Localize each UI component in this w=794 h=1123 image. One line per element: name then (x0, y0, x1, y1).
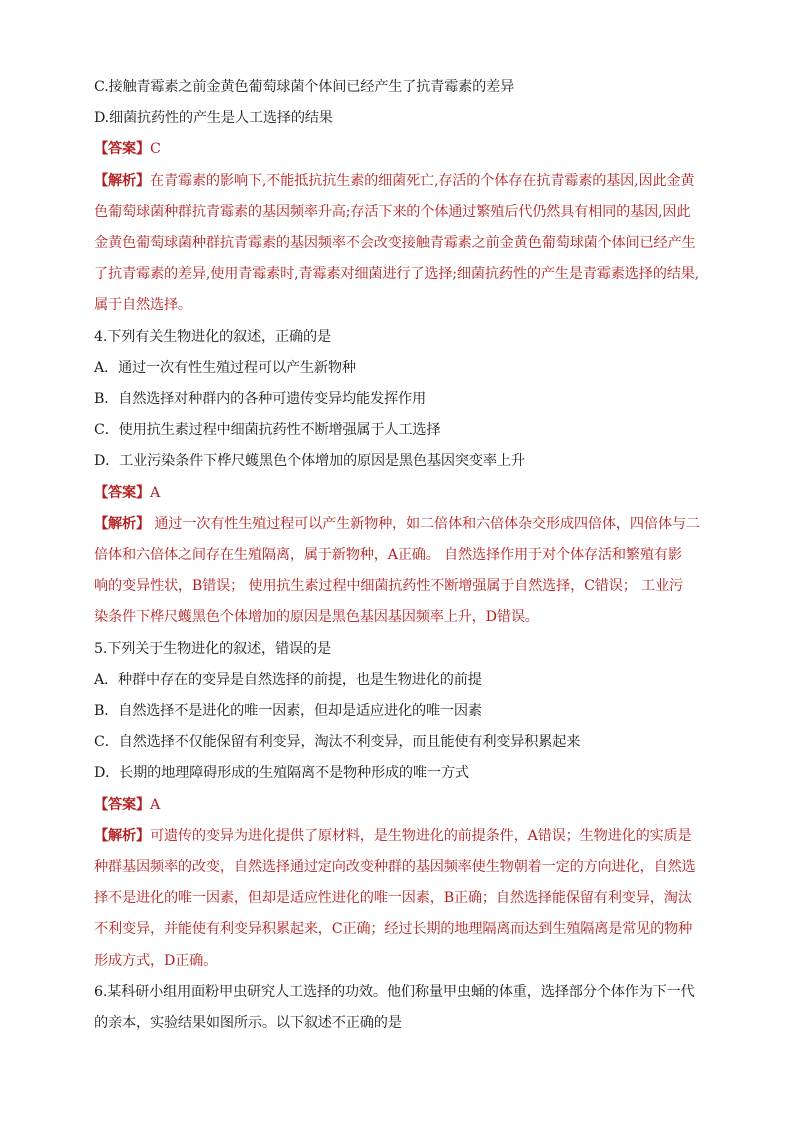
q5-stem: 5.下列关于生物进化的叙述，错误的是 (94, 640, 331, 657)
answer-value: C (149, 141, 161, 158)
q3-analysis-line-4: 了抗青霉素的差异,使用青霉素时,青霉素对细菌进行了选择;细菌抗药性的产生是青霉素选择的结果, (94, 266, 699, 283)
q5-analysis-line-2: 种群基因频率的改变，自然选择通过定向改变种群的基因频率使生物朝着一定的方向进化，自然选 (94, 859, 696, 876)
q5-answer (94, 790, 706, 821)
document-page (94, 72, 706, 1039)
q3-answer (94, 134, 706, 165)
q4-option-c: C．使用抗生素过程中细菌抗药性不断增强属于人工选择 (94, 422, 441, 439)
analysis-label: 【解析】 (94, 515, 150, 532)
q4-analysis-line-3: 响的变异性状，B错误； 使用抗生素过程中细菌抗药性不断增强属于自然选择，C错误； 工业污 (94, 578, 684, 595)
q4-option-b: B．自然选择对种群内的各种可遗传变异均能发挥作用 (94, 391, 426, 408)
analysis-text: 通过一次有性生殖过程可以产生新物种，如二倍体和六倍体杂交形成四倍体，四倍体与二 (149, 515, 700, 532)
q3-option-c: C.接触青霉素之前金黄色葡萄球菌个体间已经产生了抗青霉素的差异 (94, 79, 515, 95)
q6-stem-line-1: 6.某科研小组用面粉甲虫研究人工选择的功效。他们称量甲虫蛹的体重，选择部分个体作为下一代 (94, 983, 695, 1000)
q3-analysis-line-1 (94, 166, 706, 197)
q5-option-c: C．自然选择不仅能保留有利变异，淘汰不利变异，而且能使有利变异积累起来 (94, 734, 581, 751)
q5-analysis-line-3: 择不是进化的唯一因素，但却是适应性进化的唯一因素，B正确；自然选择能保留有利变异，淘汰 (94, 890, 692, 907)
q5-analysis-line-4: 不利变异，并能使有利变异积累起来，C正确；经过长期的地理隔离而达到生殖隔离是常见的物种 (94, 921, 693, 938)
analysis-label: 【解析】 (94, 172, 150, 189)
q4-analysis-line-4: 染条件下桦尺蠖黑色个体增加的原因是黑色基因基因频率上升，D错误。 (94, 609, 539, 626)
q3-analysis-line-3: 金黄色葡萄球菌种群抗青霉素的基因频率不会改变接触青霉素之前金黄色葡萄球菌个体间已经产生 (94, 235, 696, 252)
q4-stem: 4.下列有关生物进化的叙述，正确的是 (94, 328, 331, 345)
q5-option-d: D．长期的地理障碍形成的生殖隔离不是物种形成的唯一方式 (94, 765, 469, 782)
q4-answer (94, 478, 706, 509)
q3-option-d: D.细菌抗药性的产生是人工选择的结果 (94, 110, 333, 127)
answer-label: 【答案】 (94, 141, 150, 158)
q4-analysis-line-2: 倍体和六倍体之间存在生殖隔离，属于新物种，A正确。 自然选择作用于对个体存活和繁殖有影 (94, 547, 682, 564)
answer-value: A (149, 796, 160, 813)
q5-analysis-line-5: 形成方式，D正确。 (94, 952, 218, 969)
q6-stem-line-2: 的亲本，实验结果如图所示。以下叙述不正确的是 (94, 1015, 402, 1032)
answer-label: 【答案】 (94, 484, 150, 501)
analysis-text: 在青霉素的影响下,不能抵抗抗生素的细菌死亡,存活的个体存在抗青霉素的基因,因此金黄 (149, 172, 695, 189)
answer-label: 【答案】 (94, 796, 150, 813)
q4-option-a: A．通过一次有性生殖过程可以产生新物种 (94, 359, 356, 376)
q5-option-a: A．种群中存在的变异是自然选择的前提，也是生物进化的前提 (94, 671, 482, 688)
q5-option-b: B．自然选择不是进化的唯一因素，但却是适应进化的唯一因素 (94, 703, 482, 720)
q3-analysis-line-5: 属于自然选择。 (94, 297, 192, 314)
q4-option-d: D．工业污染条件下桦尺蠖黑色个体增加的原因是黑色基因突变率上升 (94, 453, 525, 470)
analysis-label: 【解析】 (94, 827, 150, 844)
q3-analysis-line-2: 色葡萄球菌种群抗青霉素的基因频率升高;存活下来的个体通过繁殖后代仍然具有相同的基因,因此 (94, 203, 691, 220)
q5-analysis-line-1 (94, 821, 706, 852)
answer-value: A (149, 484, 160, 501)
analysis-text: 可遗传的变异为进化提供了原材料，是生物进化的前提条件，A错误；生物进化的实质是 (149, 827, 692, 844)
q4-analysis-line-1 (94, 509, 706, 540)
